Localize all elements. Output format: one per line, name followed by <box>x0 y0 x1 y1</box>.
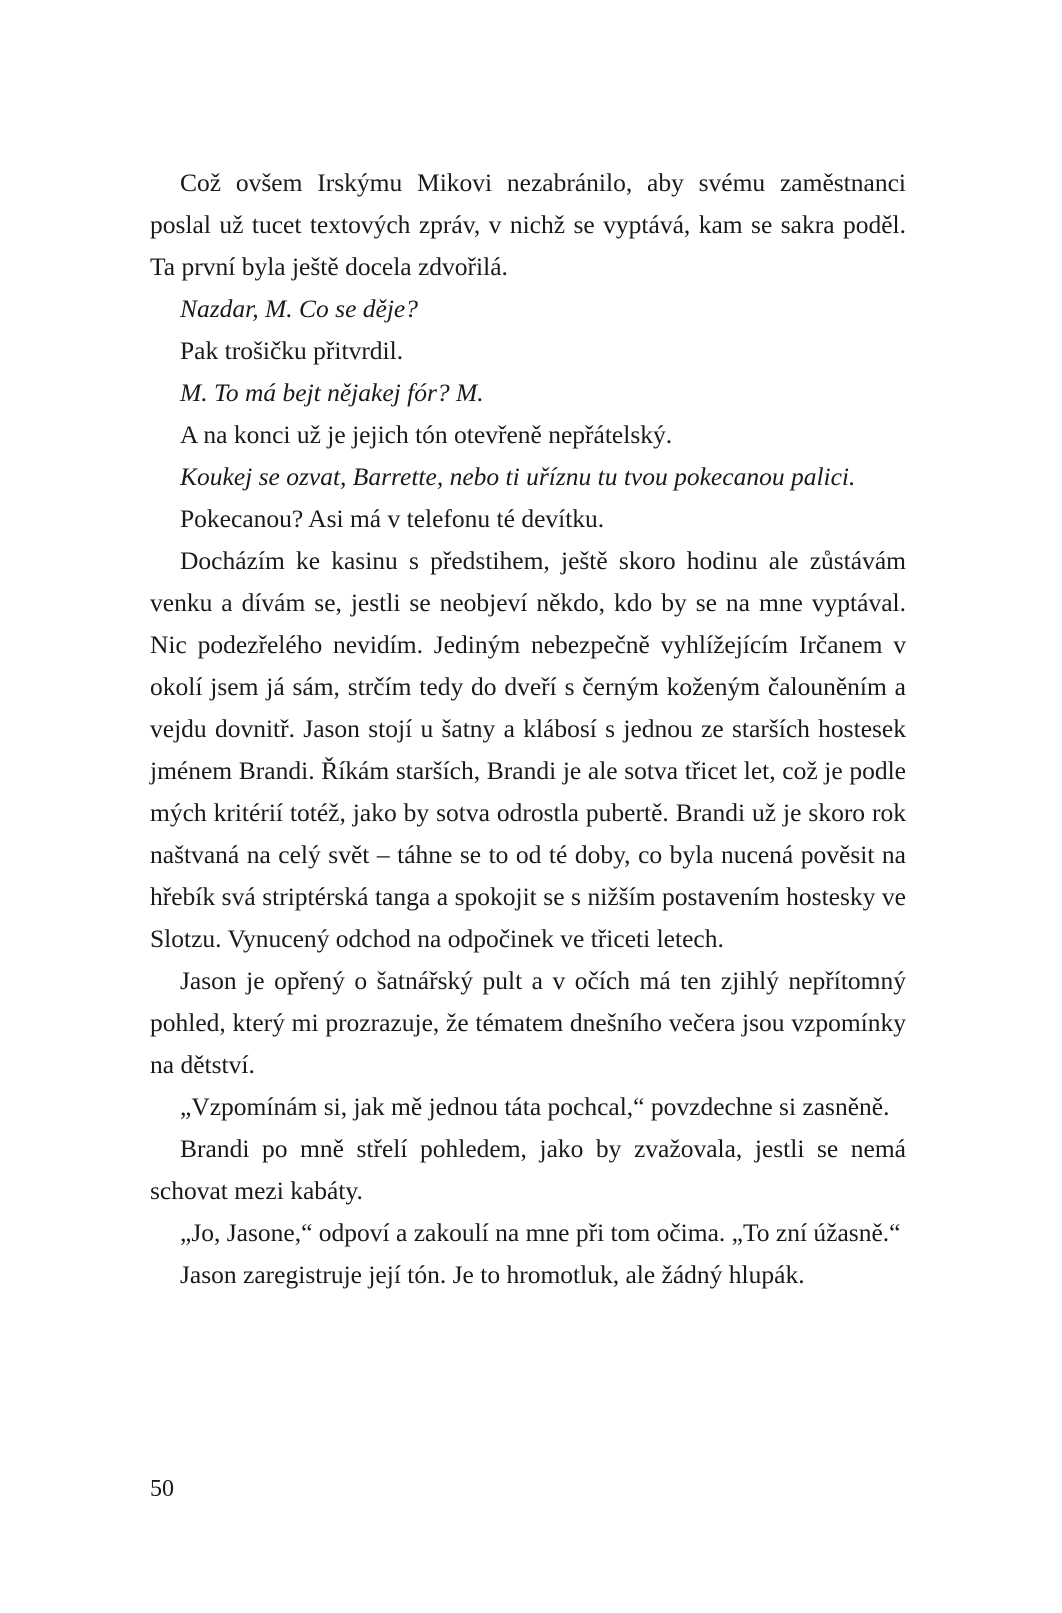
text-message: Koukej se ozvat, Barrette, nebo ti uříznu tu tvou pokecanou palici. <box>180 462 856 491</box>
paragraph: Jason je opřený o šatnářský pult a v očích má ten zjihlý nepřítomný pohled, který mi prozrazuje, že tématem dnešního večera jsou vzpomínky na dětství. <box>150 966 906 1079</box>
page-number: 50 <box>150 1476 174 1502</box>
paragraph: Což ovšem Irskýmu Mikovi nezabránilo, aby svému zaměstnanci poslal už tucet textových zpráv, v nichž se vyptává, kam se sakra poděl. Ta první byla ještě docela zdvořilá. <box>150 168 906 281</box>
paragraph: Pak trošičku přitvrdil. <box>180 336 404 365</box>
paragraph: A na konci už je jejich tón otevřeně nepřátelský. <box>180 420 673 449</box>
paragraph: Jason zaregistruje její tón. Je to hromotluk, ale žádný hlupák. <box>180 1260 805 1289</box>
text-message: M. To má bejt nějakej fór? M. <box>180 378 484 407</box>
dialogue-paragraph: „Vzpomínám si, jak mě jednou táta pochcal,“ povzdechne si zasněně. <box>180 1092 890 1121</box>
text-message: Nazdar, M. Co se děje? <box>180 294 418 323</box>
paragraph: Docházím ke kasinu s předstihem, ještě skoro hodinu ale zůstávám venku a dívám se, jestli se neobjeví někdo, kdo by se na mne vyptával. Nic podezřelého nevidím. Jediným nebezpečně vyhlížejícím Irčanem v okolí jsem já sám, strčím tedy do dveří s černým koženým čalouněním a vejdu dovnitř. Jason stojí u šatny a klábosí s jednou ze starších hostesek jménem Brandi. Říkám starších, Brandi je ale sotva třicet let, což je podle mých kritérií totéž, jako by sotva odrostla pubertě. Brandi už je skoro rok naštvaná na celý svět – táhne se to od té doby, co byla nucená pověsit na hřebík svá striptérská tanga a spokojit se s nižším postavením hostesky ve Slotzu. Vynucený odchod na odpočinek ve třiceti letech. <box>150 546 906 953</box>
dialogue-paragraph: „Jo, Jasone,“ odpoví a zakoulí na mne při tom očima. „To zní úžasně.“ <box>180 1218 901 1247</box>
paragraph: Brandi po mně střelí pohledem, jako by zvažovala, jestli se nemá schovat mezi kabáty. <box>150 1134 906 1205</box>
body-text <box>150 162 906 1296</box>
paragraph: Pokecanou? Asi má v telefonu té devítku. <box>180 504 605 533</box>
